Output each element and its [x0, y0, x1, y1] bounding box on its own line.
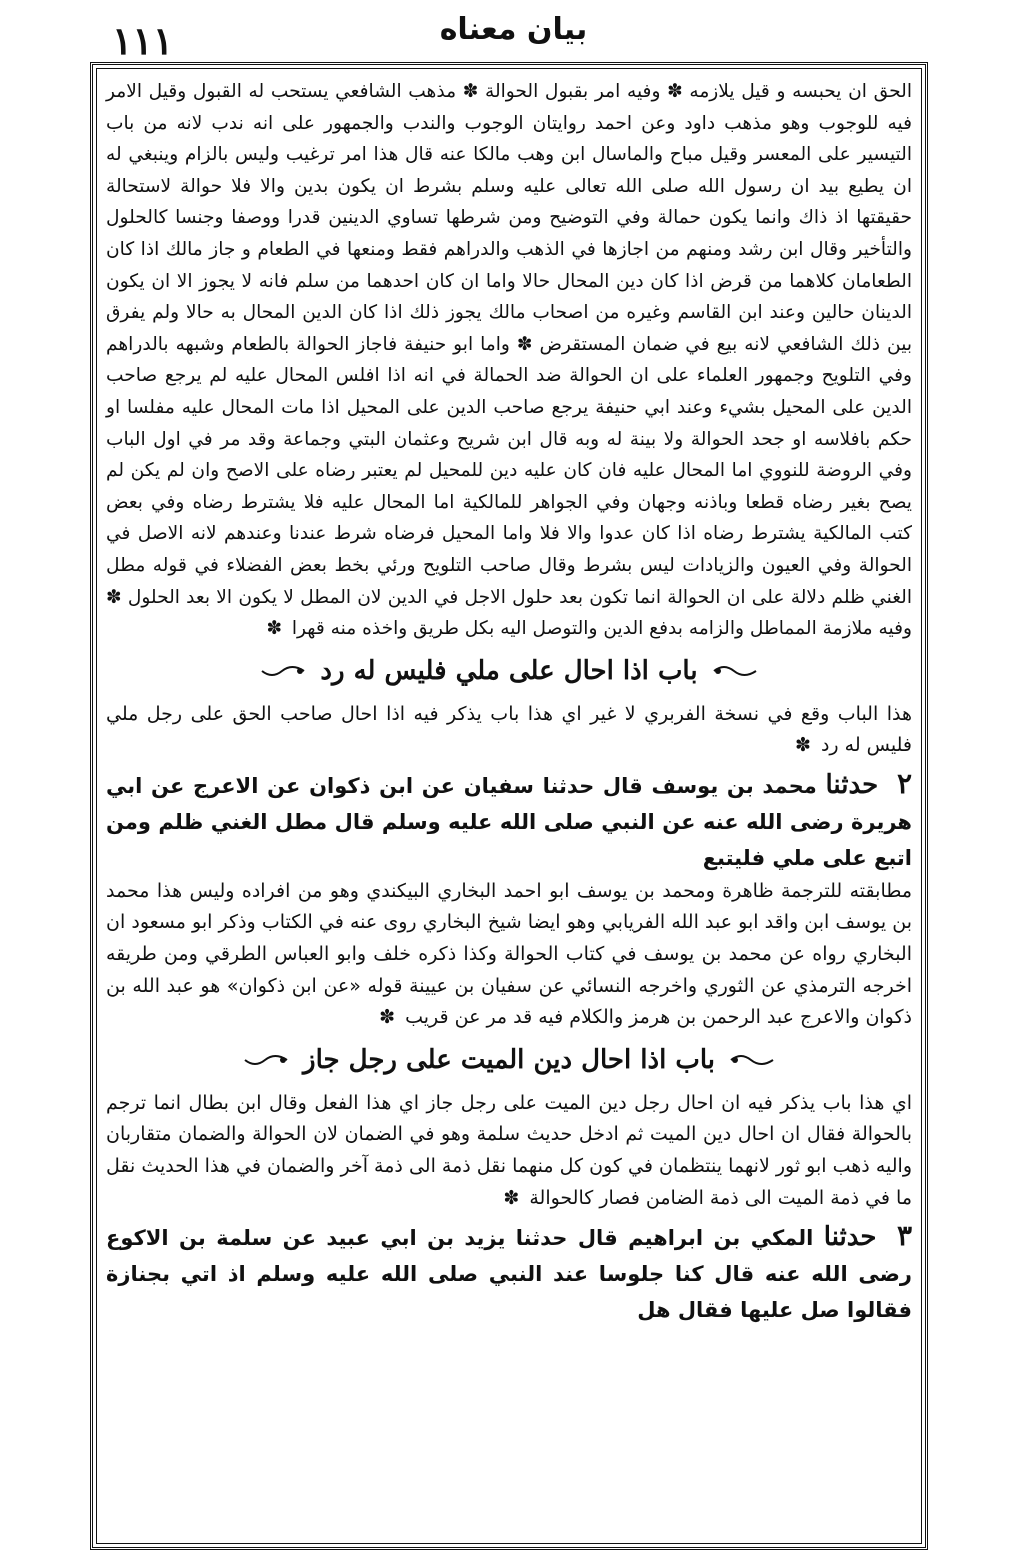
- end-mark: ✽: [503, 1186, 520, 1209]
- right-ornament-icon: [712, 661, 758, 681]
- commentary-paragraph-2: [106, 699, 912, 762]
- hadith-opening-2: حدثنا: [825, 769, 879, 800]
- hadith-2: [106, 766, 912, 876]
- hadith-text-3: المكي بن ابراهيم قال حدثنا يزيد بن ابي عبيد عن سلمة بن الاكوع رضى الله عنه قال كنا جلوسا عند النبي صلى الله عليه وسلم اذ اتي بجنازة فقالوا صل عليها فقال هل: [106, 1226, 912, 1323]
- commentary-text-3: مطابقته للترجمة ظاهرة ومحمد بن يوسف ابو احمد البخاري البيكندي وهو من افراده وليس هذا محمد بن يوسف ابن واقد ابو عبد الله الفريابي وهو ايضا شيخ البخاري روى عنه في الكتاب وذكر ابو مسعود ان البخاري رواه عن محمد بن يوسف في كتاب الحوالة وكذا ذكره خلف وابو العباس الطرقي ومن طريقه اخرجه الترمذي عن الثوري واخرجه النسائي عن سفيان بن عيينة قوله «عن ابن ذكوان» هو عبد الله بن ذكوان والاعرج عبد الرحمن بن هرمز والكلام فيه قد مر عن قريب: [106, 879, 912, 1029]
- hadith-opening-3: حدثنا: [823, 1222, 877, 1253]
- commentary-paragraph-4: [106, 1088, 912, 1214]
- page-body: [106, 76, 912, 1328]
- hadith-text-2: محمد بن يوسف قال حدثنا سفيان عن ابن ذكوان عن الاعرج عن ابي هريرة رضى الله عنه عن النبي صلى الله عليه وسلم قال مطل الغني ظلم ومن اتبع على ملي فليتبع: [106, 773, 912, 870]
- hadith-number-2: ٢: [896, 766, 912, 800]
- commentary-text-2: هذا الباب وقع في نسخة الفربري لا غير اي هذا باب يذكر فيه اذا احال صاحب الحق على رجل ملي فليس له رد: [106, 702, 912, 757]
- hadith-number-3: ٣: [896, 1219, 912, 1253]
- right-ornament-icon: [729, 1050, 775, 1070]
- chapter-heading-2: [106, 1038, 912, 1082]
- running-title: بيان معناه: [439, 12, 588, 47]
- end-mark: ✽: [266, 618, 282, 640]
- page-number: ١١١: [112, 18, 174, 63]
- left-ornament-icon: [243, 1050, 289, 1070]
- commentary-text-1: الحق ان يحبسه و قيل يلازمه ✽ وفيه امر بقبول الحوالة ✽ مذهب الشافعي يستحب له القبول وقيل الامر فيه للوجوب وهو مذهب داود وعن احمد روايتان الوجوب والندب والجمهور على انه ندب لانه من باب التيسير على المعسر وقيل مباح والماسال ابن وهب مالكا عنه قال هذا امر ترغيب وليس بالزام وينبغي له ان يطيع بيد ان رسول الله صلى الله تعالى عليه وسلم بشرط ان يكون بدين والا فلا حوالة لاستحالة حقيقتها اذ ذاك وانما يكون حمالة وفي التوضيح ومن شرطها تساوي الدينين قدرا ووصفا وجنسا كالحلول والتأخير وقال ابن رشد ومنهم من اجازها في الذهب والدراهم فقط ومنعها في الطعام و جاز مالك اذا كان الطعامان كلاهما من قرض اذا كان دين المحال حالا واما ان كان احدهما من سلم فانه لا يجوز الا ان يكون الدينان حالين وعند ابن القاسم وغيره من اصحاب مالك يجوز ذلك اذا كان الدين المحال به حالا ولم يفرق بين ذلك الشافعي لانه بيع في ضمان المستقرض ✽ واما ابو حنيفة فاجاز الحوالة بالطعام وشبهه بالدراهم وفي التلويح وجمهور العلماء على ان الحوالة ضد الحمالة في انه اذا افلس المحال عليه لم يرجع صاحب الدين على المحيل بشيء وعند ابي حنيفة يرجع صاحب الدين على المحيل اذا مات المحال عليه مفلسا او حكم بافلاسه او جحد الحوالة ولا بينة له وبه قال ابن شريح وعثمان البتي وجماعة وقد مر في اول الباب وفي الروضة للنووي اما المحال عليه فان كان عليه دين للمحيل لم يعتبر رضاه على الاصح وان لم يكن لم يصح بغير رضاه قطعا وباذنه وجهان وفي الجواهر للمالكية اما المحال عليه فلا يشترط رضاه وفي بعض كتب المالكية يشترط رضاه اذا كان عدوا والا فلا واما المحيل فرضاه شرط عندنا وعندهم لانه الاصل في الحوالة وفي العيون والزيادات ليس بشرط وقال صاحب التلويح ورئي بخط بعض الفضلاء في قوله مطل الغني ظلم دلالة على ان الحوالة انما تكون بعد حلول الاجل في الدين لان المطل لا يكون الا بعد الحلول ✽ وفيه ملازمة المماطل والزامه بدفع الدين والتوصل اليه بكل طريق واخذه منه قهرا: [106, 81, 912, 640]
- left-ornament-icon: [260, 661, 306, 681]
- end-mark: ✽: [379, 1006, 396, 1029]
- chapter-title-2: باب اذا احال دين الميت على رجل جاز: [303, 1044, 715, 1075]
- end-mark: ✽: [795, 734, 811, 757]
- chapter-title-1: باب اذا احال على ملي فليس له رد: [320, 655, 698, 686]
- commentary-text-4: اي هذا باب يذكر فيه ان احال رجل دين الميت على رجل جاز اي هذا الفعل وقال ابن بطال انما ترجم بالحوالة فقال ان احال دين الميت ثم ادخل حديث سلمة وهو في الضمان لان الحوالة والضمان متقاربان واليه ذهب ابو ثور لانهما ينتظمان في كون كل منهما نقل ذمة الى ذمة آخر والضمان في هذا الحديث نقل ما في ذمة الميت الى ذمة الضامن فصار كالحوالة: [106, 1091, 912, 1209]
- chapter-heading-1: [106, 649, 912, 693]
- commentary-paragraph-1: [106, 76, 912, 645]
- hadith-3: [106, 1218, 912, 1328]
- commentary-paragraph-3: [106, 876, 912, 1034]
